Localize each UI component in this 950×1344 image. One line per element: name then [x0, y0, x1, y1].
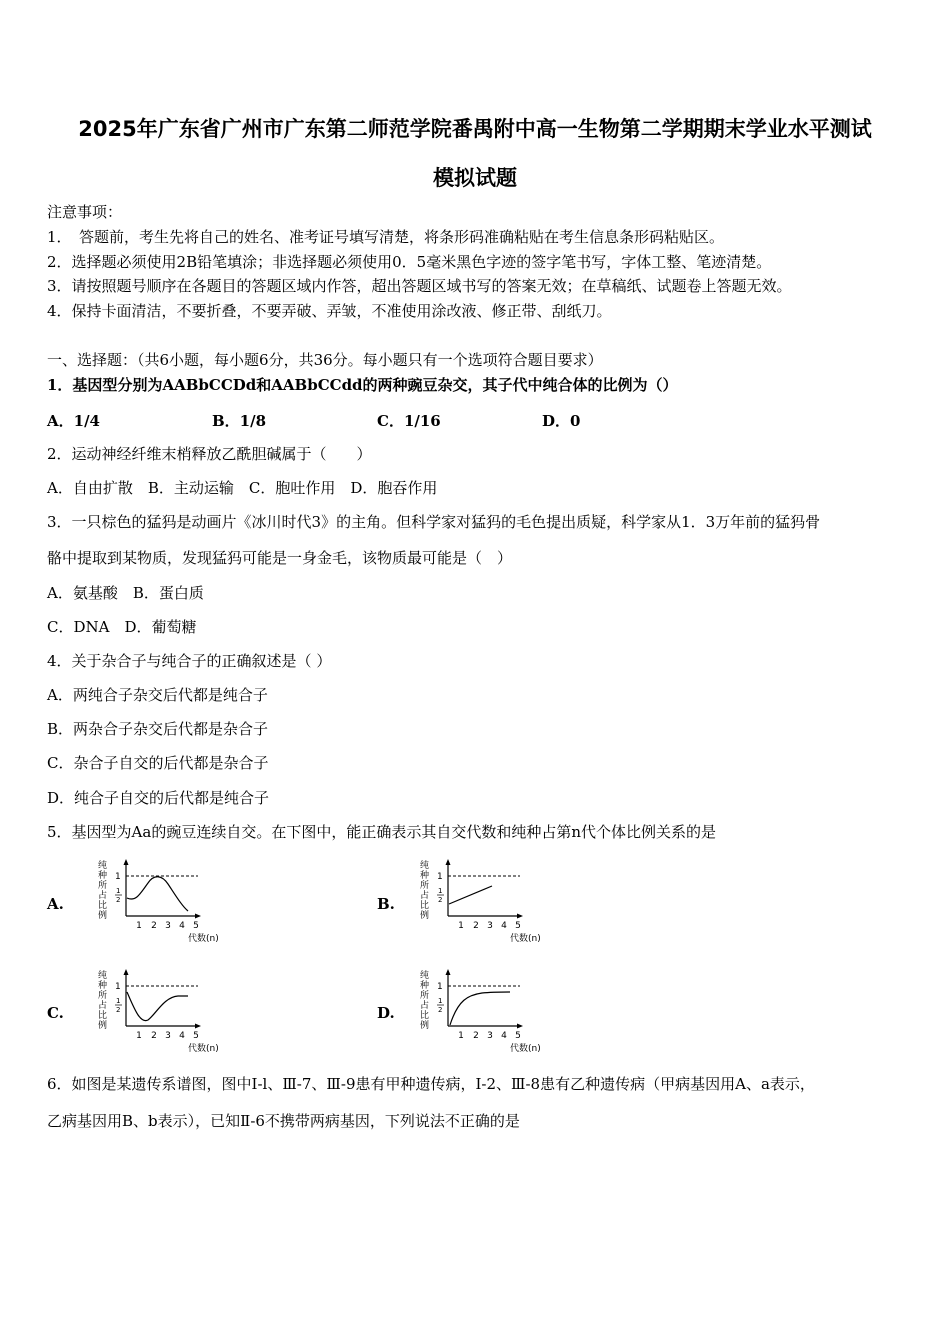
svg-text:纯: 纯: [420, 971, 430, 981]
graph-curve: [127, 992, 188, 1021]
q1-option-c: C．1/16: [377, 412, 441, 430]
graph-xticks: [136, 1031, 199, 1041]
arrow-icon: [446, 969, 451, 975]
svg-text:例: 例: [420, 1021, 430, 1031]
svg-text:5: 5: [515, 921, 521, 931]
q5-option-b-label: B.: [377, 895, 395, 913]
svg-text:所: 所: [98, 881, 108, 891]
graph-y-half-num: 1: [116, 997, 121, 1005]
svg-text:比: 比: [420, 901, 430, 911]
svg-text:4: 4: [179, 921, 185, 931]
page-subtitle: 模拟试题: [433, 166, 517, 190]
svg-text:1: 1: [136, 921, 142, 931]
graph-y-half-den: 2: [116, 896, 121, 904]
graph-y-half-num: 1: [438, 887, 443, 895]
q3-stem-line1: 3．一只棕色的猛犸是动画片《冰川时代3》的主角。但科学家对猛犸的毛色提出质疑，科学家从1．3万年前的猛犸骨: [47, 513, 821, 531]
q5-graph-a: [88, 858, 238, 952]
q5-option-c-label: C.: [47, 1004, 64, 1022]
notes-heading: 注意事项：: [47, 203, 123, 221]
q6-stem-line2: 乙病基因用B、b表示），已知Ⅱ-6不携带两病基因，下列说法不正确的是: [47, 1112, 520, 1130]
svg-text:5: 5: [193, 921, 199, 931]
svg-text:例: 例: [98, 1021, 108, 1031]
svg-text:种: 种: [420, 871, 430, 881]
q1-option-d: D．0: [542, 412, 581, 430]
q2-stem: 2．运动神经纤维末梢释放乙酰胆碱属于（ ）: [47, 445, 372, 463]
svg-text:纯: 纯: [98, 861, 108, 871]
q5-graph-b: [410, 858, 560, 952]
svg-text:所: 所: [98, 991, 108, 1001]
graph-curve: [127, 877, 188, 911]
graph-xticks: [458, 921, 521, 931]
graph-y-half-den: 2: [438, 1006, 443, 1014]
svg-text:1: 1: [458, 1031, 464, 1041]
svg-text:1: 1: [136, 1031, 142, 1041]
q4-option-d: D．纯合子自交的后代都是纯合子: [47, 789, 270, 807]
graph-y-half-num: 1: [116, 887, 121, 895]
q4-option-b: B．两杂合子杂交后代都是杂合子: [47, 720, 269, 738]
svg-text:所: 所: [420, 991, 430, 1001]
graph-y-one: 1: [437, 872, 443, 882]
svg-text:比: 比: [98, 1011, 108, 1021]
svg-text:纯: 纯: [420, 861, 430, 871]
graph-y-half-den: 2: [116, 1006, 121, 1014]
svg-text:2: 2: [473, 921, 479, 931]
graph-xticks: [458, 1031, 521, 1041]
svg-text:4: 4: [179, 1031, 185, 1041]
q1-option-a: A．1/4: [47, 412, 100, 430]
svg-text:占: 占: [98, 891, 108, 901]
svg-text:纯: 纯: [98, 971, 108, 981]
arrow-icon: [195, 914, 201, 919]
note-item-2: 2．选择题必须使用2B铅笔填涂；非选择题必须使用0．5毫米黑色字迹的签字笔书写，字体工整、笔迹清楚。: [47, 253, 772, 271]
svg-text:5: 5: [193, 1031, 199, 1041]
note-item-1: 1． 答题前，考生先将自己的姓名、准考证号填写清楚，将条形码准确粘贴在考生信息条形码粘贴区。: [47, 228, 725, 246]
arrow-icon: [124, 859, 129, 865]
arrow-icon: [124, 969, 129, 975]
svg-text:所: 所: [420, 881, 430, 891]
svg-text:4: 4: [501, 921, 507, 931]
graph-xlabel: 代数(n): [188, 1044, 219, 1054]
svg-text:3: 3: [487, 1031, 493, 1041]
q1-option-b: B．1/8: [212, 412, 267, 430]
graph-xlabel: 代数(n): [510, 934, 541, 944]
q3-stem-line2: 骼中提取到某物质，发现猛犸可能是一身金毛，该物质最可能是（ ）: [47, 549, 513, 567]
arrow-icon: [517, 914, 523, 919]
graph-ylabel: [420, 859, 429, 921]
svg-text:5: 5: [515, 1031, 521, 1041]
svg-text:1: 1: [458, 921, 464, 931]
q4-option-a: A．两纯合子杂交后代都是纯合子: [47, 686, 268, 704]
q5-option-a-label: A.: [47, 895, 64, 913]
svg-text:比: 比: [420, 1011, 430, 1021]
graph-y-one: 1: [115, 872, 121, 882]
graph-curve: [449, 886, 492, 904]
arrow-icon: [517, 1024, 523, 1029]
svg-text:占: 占: [420, 1001, 430, 1011]
q3-options-line1: A．氨基酸 B．蛋白质: [47, 584, 204, 602]
graph-y-one: 1: [115, 982, 121, 992]
q1-stem: 1．基因型分别为AABbCCDd和AABbCCdd的两种豌豆杂交，其子代中纯合体的比例为（）: [47, 376, 678, 394]
q3-options-line2: C．DNA D．葡萄糖: [47, 618, 197, 636]
q4-option-c: C．杂合子自交的后代都是杂合子: [47, 754, 269, 772]
q5-graph-d: [410, 968, 560, 1062]
svg-text:3: 3: [487, 921, 493, 931]
graph-xlabel: 代数(n): [510, 1044, 541, 1054]
svg-text:种: 种: [420, 981, 430, 991]
page-title: 2025年广东省广州市广东第二师范学院番禺附中高一生物第二学期期末学业水平测试: [78, 117, 872, 141]
arrow-icon: [195, 1024, 201, 1029]
svg-text:3: 3: [165, 1031, 171, 1041]
svg-text:4: 4: [501, 1031, 507, 1041]
graph-ylabel: [98, 859, 107, 921]
graph-y-half-den: 2: [438, 896, 443, 904]
svg-text:例: 例: [98, 911, 108, 921]
svg-text:种: 种: [98, 981, 108, 991]
q2-options: A．自由扩散 B．主动运输 C．胞吐作用 D．胞吞作用: [47, 479, 438, 497]
svg-text:2: 2: [151, 921, 157, 931]
svg-text:2: 2: [473, 1031, 479, 1041]
q5-graph-c: [88, 968, 238, 1062]
graph-ylabel: [420, 969, 429, 1031]
note-item-3: 3．请按照题号顺序在各题目的答题区域内作答，超出答题区域书写的答案无效；在草稿纸、试题卷上答题无效。: [47, 277, 792, 295]
svg-text:占: 占: [420, 891, 430, 901]
graph-xticks: [136, 921, 199, 931]
graph-y-one: 1: [437, 982, 443, 992]
arrow-icon: [446, 859, 451, 865]
q6-stem-line1: 6．如图是某遗传系谱图，图中Ⅰ-l、Ⅲ-7、Ⅲ-9患有甲种遗传病，Ⅰ-2、Ⅲ-8患有乙种遗传病（甲病基因用A、a表示，: [47, 1075, 815, 1093]
svg-text:3: 3: [165, 921, 171, 931]
svg-text:2: 2: [151, 1031, 157, 1041]
section-heading: 一、选择题：（共6小题，每小题6分，共36分。每小题只有一个选项符合题目要求）: [47, 351, 603, 369]
svg-text:种: 种: [98, 871, 108, 881]
graph-y-half-num: 1: [438, 997, 443, 1005]
graph-xlabel: 代数(n): [188, 934, 219, 944]
svg-text:占: 占: [98, 1001, 108, 1011]
graph-curve: [450, 992, 510, 1025]
svg-text:比: 比: [98, 901, 108, 911]
q5-stem: 5．基因型为Aa的豌豆连续自交。在下图中，能正确表示其自交代数和纯种占第n代个体比例关系的是: [47, 823, 716, 841]
svg-text:例: 例: [420, 911, 430, 921]
q5-option-d-label: D.: [377, 1004, 395, 1022]
note-item-4: 4．保持卡面清洁，不要折叠，不要弄破、弄皱，不准使用涂改液、修正带、刮纸刀。: [47, 302, 612, 320]
q4-stem: 4．关于杂合子与纯合子的正确叙述是（ ）: [47, 652, 332, 670]
graph-ylabel: [98, 969, 107, 1031]
